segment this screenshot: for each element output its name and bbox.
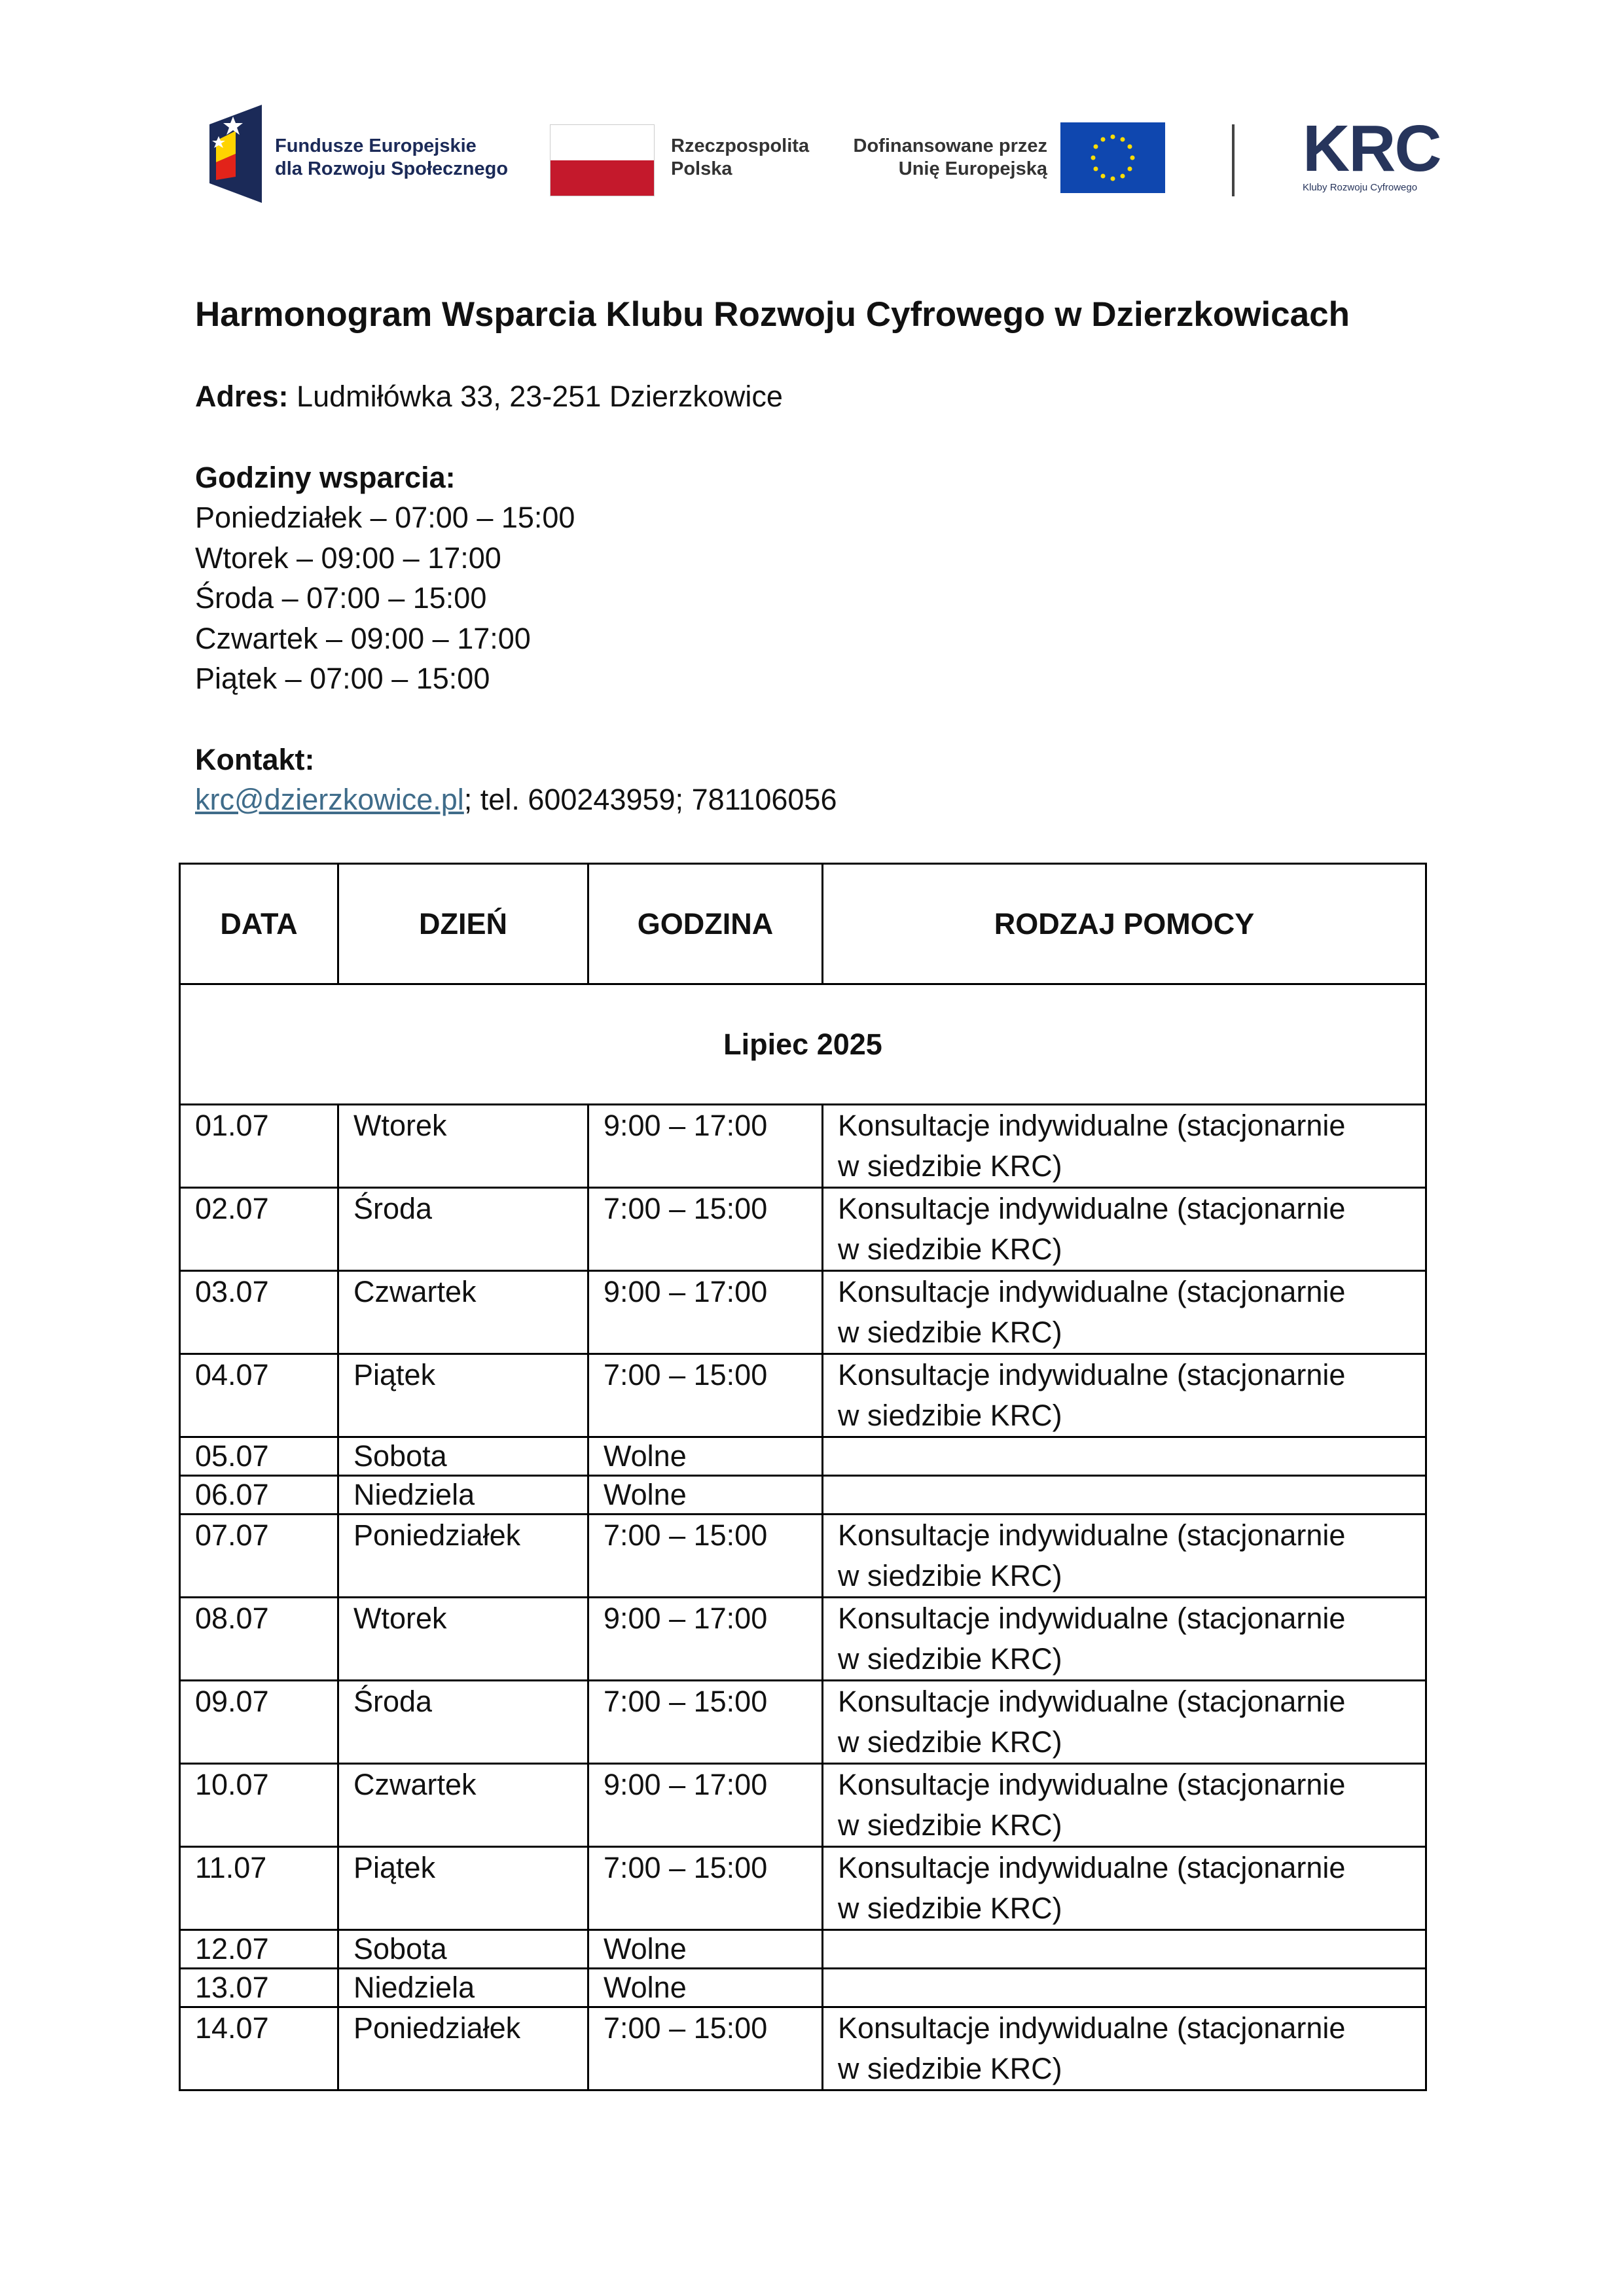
cell-day: Niedziela xyxy=(338,1476,588,1515)
ue-line2: Unię Europejską xyxy=(898,158,1047,179)
rp-line2: Polska xyxy=(671,158,732,179)
cell-date: 12.07 xyxy=(180,1930,338,1969)
cell-help xyxy=(823,1847,1426,1930)
ue-logo-text xyxy=(851,135,1047,181)
cell-help xyxy=(823,2007,1426,2090)
cell-help xyxy=(823,1930,1426,1969)
cell-day: Sobota xyxy=(338,1930,588,1969)
cell-day: Środa xyxy=(338,1681,588,1764)
cell-day: Wtorek xyxy=(338,1598,588,1681)
contact-phones: ; tel. 600243959; 781106056 xyxy=(463,783,837,816)
cell-hours: 7:00 – 15:00 xyxy=(588,1681,823,1764)
hours-thursday: Czwartek – 09:00 – 17:00 xyxy=(195,622,531,655)
cell-hours: Wolne xyxy=(588,1969,823,2007)
help-line1: Konsultacje indywidualne (stacjonarnie xyxy=(838,1358,1346,1391)
cell-hours: 7:00 – 15:00 xyxy=(588,1354,823,1437)
cell-day: Poniedziałek xyxy=(338,1515,588,1598)
help-line1: Konsultacje indywidualne (stacjonarnie xyxy=(838,1768,1346,1801)
cell-day: Niedziela xyxy=(338,1969,588,2007)
help-line2: w siedzibie KRC) xyxy=(838,1232,1062,1266)
cell-hours: Wolne xyxy=(588,1930,823,1969)
hours-label: Godziny wsparcia: xyxy=(195,461,456,494)
cell-help xyxy=(823,1271,1426,1354)
cell-day: Środa xyxy=(338,1188,588,1271)
logo-divider xyxy=(1232,124,1235,196)
help-line2: w siedzibie KRC) xyxy=(838,1399,1062,1432)
address-label: Adres: xyxy=(195,380,289,413)
table-row xyxy=(180,1969,1426,2007)
krc-logo: KRC xyxy=(1303,112,1441,185)
help-line2: w siedzibie KRC) xyxy=(838,1642,1062,1676)
hours-tuesday: Wtorek – 09:00 – 17:00 xyxy=(195,541,501,575)
table-row xyxy=(180,1105,1426,1188)
cell-day: Czwartek xyxy=(338,1764,588,1847)
cell-date: 07.07 xyxy=(180,1515,338,1598)
hours-wednesday: Środa – 07:00 – 15:00 xyxy=(195,581,487,615)
address-value: Ludmiłówka 33, 23-251 Dzierzkowice xyxy=(288,380,783,413)
cell-hours: 7:00 – 15:00 xyxy=(588,1847,823,1930)
cell-date: 08.07 xyxy=(180,1598,338,1681)
column-header-rodzaj-pomocy: RODZAJ POMOCY xyxy=(823,864,1426,984)
ue-line1: Dofinansowane przez xyxy=(853,135,1047,156)
hours-monday: Poniedziałek – 07:00 – 15:00 xyxy=(195,501,575,534)
cell-date: 05.07 xyxy=(180,1437,338,1476)
cell-date: 03.07 xyxy=(180,1271,338,1354)
cell-help xyxy=(823,1105,1426,1188)
help-line2: w siedzibie KRC) xyxy=(838,1149,1062,1183)
contact-label: Kontakt: xyxy=(195,743,315,776)
cell-day: Wtorek xyxy=(338,1105,588,1188)
cell-date: 09.07 xyxy=(180,1681,338,1764)
column-header-data: DATA xyxy=(180,864,338,984)
cell-hours: 9:00 – 17:00 xyxy=(588,1598,823,1681)
help-line2: w siedzibie KRC) xyxy=(838,1808,1062,1842)
poland-flag-icon xyxy=(550,124,655,196)
table-row xyxy=(180,1476,1426,1515)
table-row xyxy=(180,1354,1426,1437)
cell-help xyxy=(823,1764,1426,1847)
help-line2: w siedzibie KRC) xyxy=(838,1559,1062,1592)
cell-hours: 9:00 – 17:00 xyxy=(588,1764,823,1847)
cell-hours: Wolne xyxy=(588,1437,823,1476)
table-row xyxy=(180,2007,1426,2090)
help-line2: w siedzibie KRC) xyxy=(838,1892,1062,1925)
table-row xyxy=(180,1598,1426,1681)
eu-flag-icon xyxy=(1060,122,1165,193)
cell-hours: 7:00 – 15:00 xyxy=(588,1515,823,1598)
cell-hours: Wolne xyxy=(588,1476,823,1515)
cell-help xyxy=(823,1354,1426,1437)
table-row xyxy=(180,1271,1426,1354)
cell-date: 10.07 xyxy=(180,1764,338,1847)
cell-date: 11.07 xyxy=(180,1847,338,1930)
cell-help xyxy=(823,1476,1426,1515)
fundusze-europejskie-icon xyxy=(209,105,262,203)
help-line2: w siedzibie KRC) xyxy=(838,1316,1062,1349)
help-line1: Konsultacje indywidualne (stacjonarnie xyxy=(838,1109,1346,1142)
cell-hours: 9:00 – 17:00 xyxy=(588,1271,823,1354)
rp-line1: Rzeczpospolita xyxy=(671,135,810,156)
cell-day: Piątek xyxy=(338,1354,588,1437)
table-row xyxy=(180,1437,1426,1476)
cell-date: 01.07 xyxy=(180,1105,338,1188)
address-line xyxy=(195,380,783,414)
cell-date: 14.07 xyxy=(180,2007,338,2090)
help-line1: Konsultacje indywidualne (stacjonarnie xyxy=(838,1685,1346,1718)
hours-friday: Piątek – 07:00 – 15:00 xyxy=(195,662,490,695)
help-line1: Konsultacje indywidualne (stacjonarnie xyxy=(838,1192,1346,1225)
cell-help xyxy=(823,1969,1426,2007)
cell-date: 02.07 xyxy=(180,1188,338,1271)
cell-day: Sobota xyxy=(338,1437,588,1476)
table-row xyxy=(180,1681,1426,1764)
cell-day: Piątek xyxy=(338,1847,588,1930)
cell-hours: 9:00 – 17:00 xyxy=(588,1105,823,1188)
cell-hours: 7:00 – 15:00 xyxy=(588,2007,823,2090)
cell-date: 06.07 xyxy=(180,1476,338,1515)
cell-hours: 7:00 – 15:00 xyxy=(588,1188,823,1271)
rp-logo-text xyxy=(671,135,809,181)
fe-line2: dla Rozwoju Społecznego xyxy=(275,158,509,179)
cell-help xyxy=(823,1598,1426,1681)
column-header-godzina: GODZINA xyxy=(588,864,823,984)
cell-day: Czwartek xyxy=(338,1271,588,1354)
fe-logo-text xyxy=(275,135,508,181)
table-row xyxy=(180,1847,1426,1930)
help-line2: w siedzibie KRC) xyxy=(838,2052,1062,2085)
help-line1: Konsultacje indywidualne (stacjonarnie xyxy=(838,1602,1346,1635)
cell-date: 13.07 xyxy=(180,1969,338,2007)
help-line1: Konsultacje indywidualne (stacjonarnie xyxy=(838,1518,1346,1552)
help-line1: Konsultacje indywidualne (stacjonarnie xyxy=(838,1275,1346,1308)
help-line1: Konsultacje indywidualne (stacjonarnie xyxy=(838,1851,1346,1884)
cell-help xyxy=(823,1188,1426,1271)
contact-email-link[interactable]: krc@dzierzkowice.pl xyxy=(195,783,464,816)
column-header-dzien: DZIEŃ xyxy=(338,864,588,984)
cell-day: Poniedziałek xyxy=(338,2007,588,2090)
table-header-row xyxy=(180,864,1426,984)
contact-line xyxy=(195,783,837,817)
month-row xyxy=(180,984,1426,1105)
cell-help xyxy=(823,1515,1426,1598)
cell-date: 04.07 xyxy=(180,1354,338,1437)
logo-bar xyxy=(209,105,1440,203)
month-label: Lipiec 2025 xyxy=(180,984,1426,1105)
table-row xyxy=(180,1515,1426,1598)
fe-line1: Fundusze Europejskie xyxy=(275,135,477,156)
schedule-table xyxy=(179,863,1427,2091)
help-line2: w siedzibie KRC) xyxy=(838,1725,1062,1759)
table-row xyxy=(180,1188,1426,1271)
cell-help xyxy=(823,1437,1426,1476)
help-line1: Konsultacje indywidualne (stacjonarnie xyxy=(838,2011,1346,2045)
krc-logo-subtitle: Kluby Rozwoju Cyfrowego xyxy=(1303,182,1418,193)
cell-help xyxy=(823,1681,1426,1764)
table-row xyxy=(180,1930,1426,1969)
table-row xyxy=(180,1764,1426,1847)
document-title: Harmonogram Wsparcia Klubu Rozwoju Cyfrowego w Dzierzkowicach xyxy=(195,295,1350,334)
